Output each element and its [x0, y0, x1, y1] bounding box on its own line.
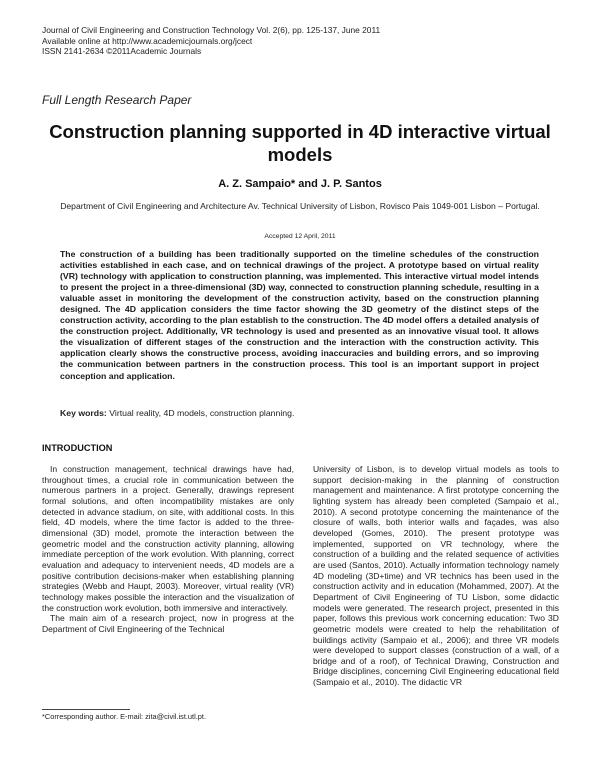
authors: A. Z. Sampaio* and J. P. Santos	[218, 178, 382, 190]
journal-issn: ISSN 2141-2634 ©2011Academic Journals	[42, 46, 202, 56]
keywords	[60, 408, 294, 418]
right-column	[313, 464, 559, 688]
paragraph: University of Lisbon, is to develop virtual models as tools to support decision-making in the planning of construction management and maintenance. A first prototype concerning the lighting system has already been completed (Sampaio et al., 2010). A second prototype concerning the maintenance of the closure of walls, both interior walls and façades, was also developed (Gomes, 2010). The present prototype was implemented, supported on VR technology, where the construction of a building and the related sequence of activities are used (Santos, 2010). Actually information technology namely 4D modeling (3D+time) and VR technics has been used in the construction activity and in education (Mohammed, 2007). At the Department of Civil Engineering of TU Lisbon, some didactic models were generated. The research project, presented in this paper, follows this previous work concerning education: Two 3D geometric models were created to help the rehabilitation of buildings activity (Sampaio et al., 2006); and three VR models were developed to support classes (construction of a wall, of a bridge and of a roof), of Technical Drawing, Construction and Bridge disciplines, concerning Civil Engineering educational field (Sampaio et al., 2010). The didactic VR	[313, 464, 559, 688]
keywords-text: Virtual reality, 4D models, construction planning.	[109, 408, 295, 418]
affiliation: Department of Civil Engineering and Architecture Av. Technical University of Lisbon, Rovisco Pais 1049-001 Lisbon – Portugal.	[60, 201, 540, 211]
journal-header	[42, 25, 380, 57]
left-column	[42, 464, 294, 635]
journal-citation: Journal of Civil Engineering and Construction Technology Vol. 2(6), pp. 125-137, June 2011	[42, 25, 381, 35]
paper-title: Construction planning supported in 4D interactive virtual models	[49, 121, 551, 165]
paragraph: The main aim of a research project, now in progress at the Department of Civil Engineering of the Technical	[42, 613, 294, 634]
section-heading-introduction: INTRODUCTION	[42, 443, 113, 453]
footnote-divider	[42, 709, 130, 710]
accepted-date: Accepted 12 April, 2011	[264, 233, 336, 240]
keywords-label: Key words:	[60, 408, 107, 418]
corresponding-author-footnote: *Corresponding author. E-mail: zita@civil.ist.utl.pt.	[42, 712, 207, 721]
paper-type: Full Length Research Paper	[42, 93, 192, 107]
paragraph: In construction management, technical drawings have had, throughout times, a crucial role in communication between the numerous partners in a project. Generally, drawings represent formal solutions, and often incompatibility mistakes are only detected in advance stadium, on site, with additional costs. In this field, 4D models, where the time factor is added to the three-dimensional (3D) model, promote the interaction between the geometric model and the construction activity planning, allowing immediate perception of the work evolution. With planning, correct evaluation and adequacy to intervenient needs, 4D models are a positive contribution decisions-maker when establishing planning strategies (Webb and Haupt, 2003). Moreover, virtual reality (VR) technology makes possible the interaction and the visualization of the construction work evolution, both immersive and interactively.	[42, 464, 294, 613]
abstract: The construction of a building has been traditionally supported on the timeline schedules of the construction activities established in each case, and on technical drawings of the project. A prototype based on virtual reality (VR) technology with application to construction planning, was implemented. This interactive virtual model intends to present the project in a three-dimensional (3D) way, connected to construction planning schedule, resulting in a valuable asset in monitoring the development of the construction activity, based on the construction planning designed. The 4D application considers the time factor showing the 3D geometry of the distinct steps of the construction activity, according to the plan establish to the construction. The 4D model offers a detailed analysis of the construction project. Additionally, VR technology is used and presented as an innovative visual tool. It allows the visualization of different stages of the construction and the interaction with the construction activity. This application clearly shows the constructive process, avoiding inaccuracies and building errors, and so improving the communication between partners in the construction process. This tool is an important support in project conception and application.	[60, 249, 539, 381]
journal-availability: Available online at http://www.academicjournals.org/jcect	[42, 35, 253, 46]
